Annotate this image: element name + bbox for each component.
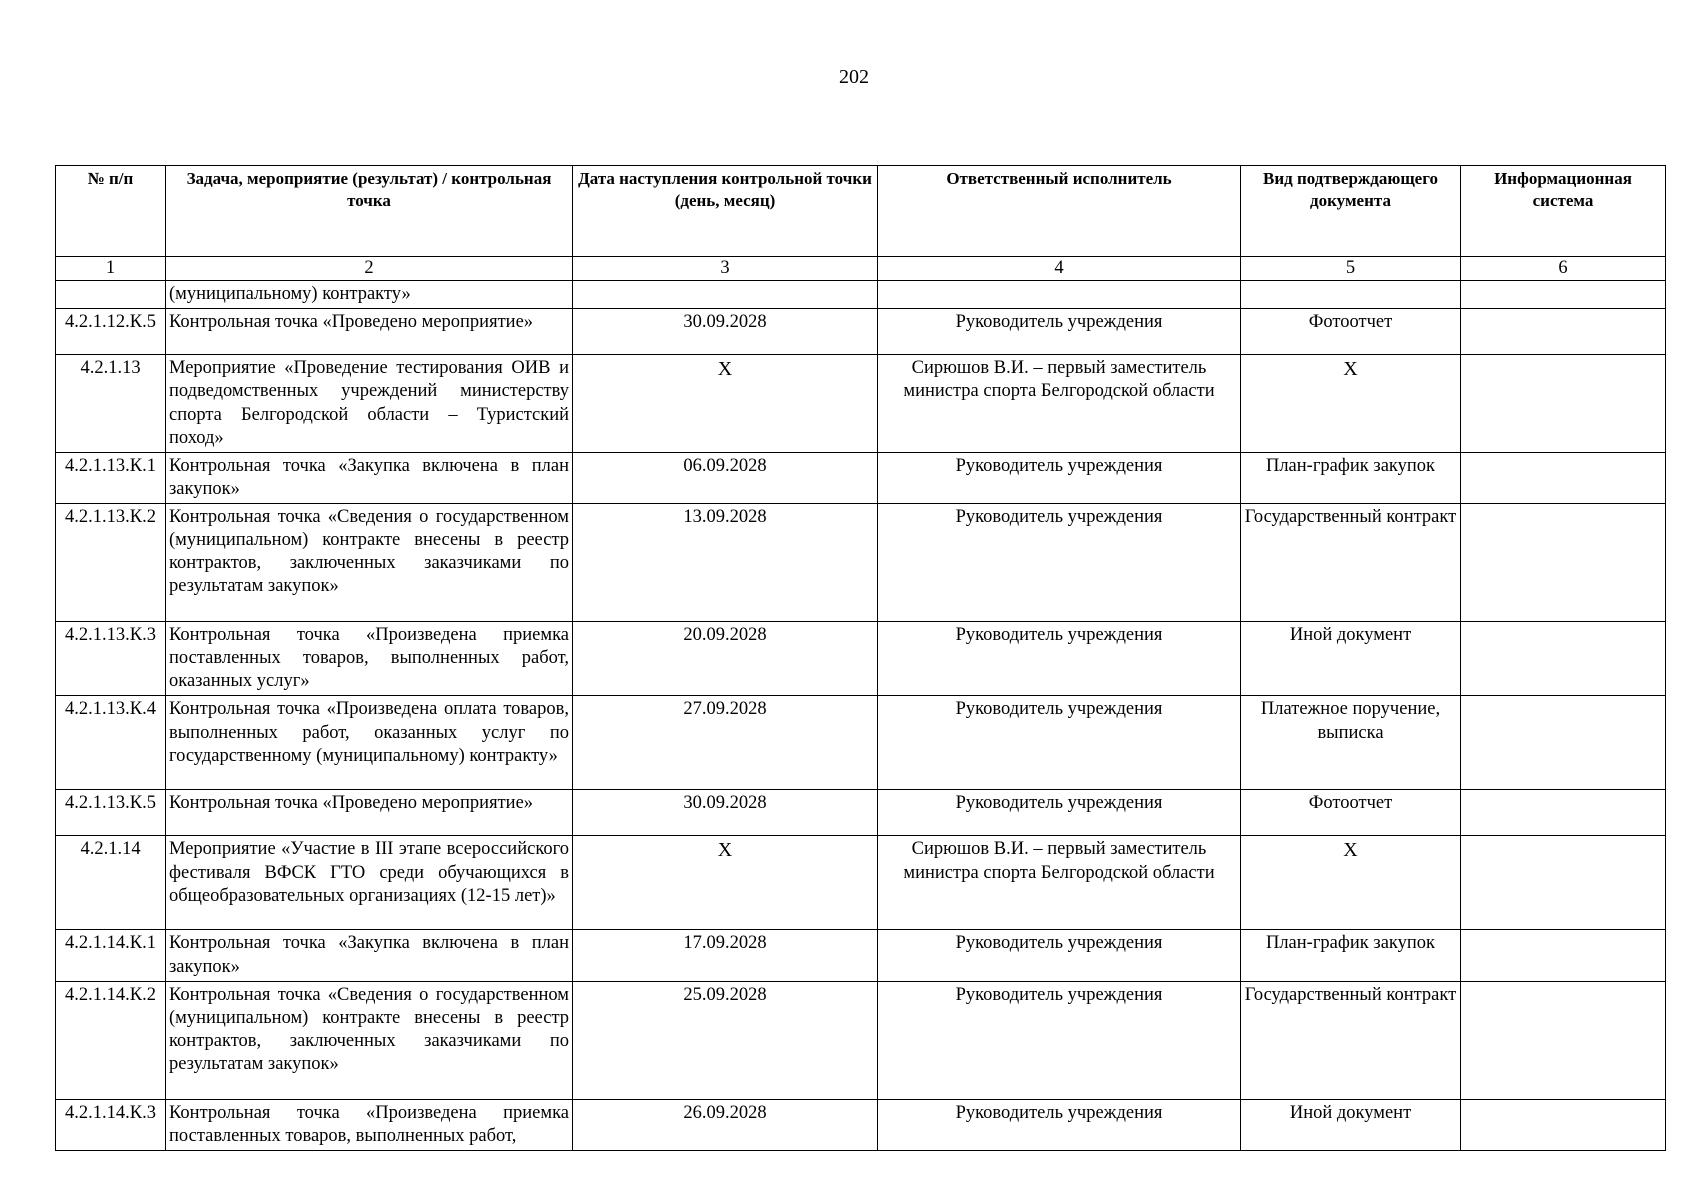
row-system	[1461, 981, 1666, 1099]
plan-table	[55, 165, 1666, 1151]
header-responsible: Ответственный исполнитель	[878, 166, 1241, 257]
row-document: Платежное поручение, выписка	[1241, 696, 1461, 790]
table-row	[56, 696, 1666, 790]
row-task: Контрольная точка «Произведена приемка поставленных товаров, выполненных работ,	[166, 1099, 573, 1150]
row-task: Контрольная точка «Проведено мероприятие»	[166, 790, 573, 836]
row-number: 4.2.1.13.К.3	[56, 622, 166, 696]
row-document: План-график закупок	[1241, 930, 1461, 981]
row-document	[1241, 281, 1461, 309]
row-number: 4.2.1.13.К.1	[56, 452, 166, 503]
table-row	[56, 452, 1666, 503]
row-date: 20.09.2028	[573, 622, 878, 696]
row-document: Иной документ	[1241, 1099, 1461, 1150]
row-responsible: Руководитель учреждения	[878, 696, 1241, 790]
row-task: Мероприятие «Проведение тестирования ОИВ и подведомственных учреждений министерству спорта Белгородской области – Туристский поход»	[166, 355, 573, 453]
row-responsible: Руководитель учреждения	[878, 622, 1241, 696]
row-date: 27.09.2028	[573, 696, 878, 790]
row-task: Контрольная точка «Произведена оплата товаров, выполненных работ, оказанных услуг по государственному (муниципальному) контракту»	[166, 696, 573, 790]
header-system: Информационная система	[1461, 166, 1666, 257]
row-responsible: Руководитель учреждения	[878, 981, 1241, 1099]
row-document: Х	[1241, 836, 1461, 930]
row-document: Х	[1241, 355, 1461, 453]
header-document: Вид подтверждающего документа	[1241, 166, 1461, 257]
row-system	[1461, 696, 1666, 790]
column-number: 5	[1241, 257, 1461, 281]
row-responsible: Сирюшов В.И. – первый заместитель министра спорта Белгородской области	[878, 355, 1241, 453]
header-date: Дата наступления контрольной точки (день, месяц)	[573, 166, 878, 257]
row-number: 4.2.1.13.К.2	[56, 504, 166, 622]
column-number-row	[56, 257, 1666, 281]
column-number: 6	[1461, 257, 1666, 281]
table-row	[56, 504, 1666, 622]
row-number: 4.2.1.14.К.3	[56, 1099, 166, 1150]
row-document: Фотоотчет	[1241, 790, 1461, 836]
row-responsible: Руководитель учреждения	[878, 930, 1241, 981]
row-number: 4.2.1.13	[56, 355, 166, 453]
row-document: План-график закупок	[1241, 452, 1461, 503]
header-row	[56, 166, 1666, 257]
row-document: Государственный контракт	[1241, 981, 1461, 1099]
row-system	[1461, 504, 1666, 622]
row-number: 4.2.1.14	[56, 836, 166, 930]
table-row	[56, 1099, 1666, 1150]
row-date: 30.09.2028	[573, 309, 878, 355]
row-task: Контрольная точка «Закупка включена в план закупок»	[166, 452, 573, 503]
row-system	[1461, 1099, 1666, 1150]
row-system	[1461, 309, 1666, 355]
table-row	[56, 355, 1666, 453]
row-document: Иной документ	[1241, 622, 1461, 696]
row-date: 13.09.2028	[573, 504, 878, 622]
row-date: Х	[573, 836, 878, 930]
column-number: 2	[166, 257, 573, 281]
row-system	[1461, 622, 1666, 696]
row-task: (муниципальному) контракту»	[166, 281, 573, 309]
row-task: Контрольная точка «Сведения о государственном (муниципальном) контракте внесены в реестр контрактов, заключенных заказчиками по результатам закупок»	[166, 504, 573, 622]
row-system	[1461, 355, 1666, 453]
column-number: 3	[573, 257, 878, 281]
row-system	[1461, 452, 1666, 503]
row-number: 4.2.1.12.К.5	[56, 309, 166, 355]
table-row	[56, 309, 1666, 355]
row-task: Контрольная точка «Сведения о государственном (муниципальном) контракте внесены в реестр контрактов, заключенных заказчиками по результатам закупок»	[166, 981, 573, 1099]
row-document: Государственный контракт	[1241, 504, 1461, 622]
row-date: 30.09.2028	[573, 790, 878, 836]
table-row	[56, 836, 1666, 930]
table-row	[56, 981, 1666, 1099]
header-task: Задача, мероприятие (результат) / контрольная точка	[166, 166, 573, 257]
row-date: 06.09.2028	[573, 452, 878, 503]
row-task: Контрольная точка «Проведено мероприятие»	[166, 309, 573, 355]
header-num: № п/п	[56, 166, 166, 257]
row-task: Контрольная точка «Произведена приемка поставленных товаров, выполненных работ, оказанных услуг»	[166, 622, 573, 696]
row-date: 25.09.2028	[573, 981, 878, 1099]
row-responsible: Сирюшов В.И. – первый заместитель министра спорта Белгородской области	[878, 836, 1241, 930]
row-number: 4.2.1.13.К.4	[56, 696, 166, 790]
column-number: 1	[56, 257, 166, 281]
row-date: Х	[573, 355, 878, 453]
table-row	[56, 281, 1666, 309]
row-responsible: Руководитель учреждения	[878, 1099, 1241, 1150]
row-number: 4.2.1.13.К.5	[56, 790, 166, 836]
row-number: 4.2.1.14.К.2	[56, 981, 166, 1099]
table-row	[56, 930, 1666, 981]
row-system	[1461, 281, 1666, 309]
column-number: 4	[878, 257, 1241, 281]
table-row	[56, 790, 1666, 836]
row-document: Фотоотчет	[1241, 309, 1461, 355]
row-responsible: Руководитель учреждения	[878, 452, 1241, 503]
row-task: Мероприятие «Участие в III этапе всероссийского фестиваля ВФСК ГТО среди обучающихся в общеобразовательных организациях (12-15 лет)»	[166, 836, 573, 930]
table-row	[56, 622, 1666, 696]
row-date: 26.09.2028	[573, 1099, 878, 1150]
row-number: 4.2.1.14.К.1	[56, 930, 166, 981]
row-system	[1461, 790, 1666, 836]
row-responsible: Руководитель учреждения	[878, 790, 1241, 836]
row-responsible	[878, 281, 1241, 309]
row-responsible: Руководитель учреждения	[878, 309, 1241, 355]
row-number	[56, 281, 166, 309]
row-system	[1461, 930, 1666, 981]
page-number: 202	[839, 66, 869, 88]
row-system	[1461, 836, 1666, 930]
row-responsible: Руководитель учреждения	[878, 504, 1241, 622]
row-date: 17.09.2028	[573, 930, 878, 981]
row-date	[573, 281, 878, 309]
row-task: Контрольная точка «Закупка включена в план закупок»	[166, 930, 573, 981]
